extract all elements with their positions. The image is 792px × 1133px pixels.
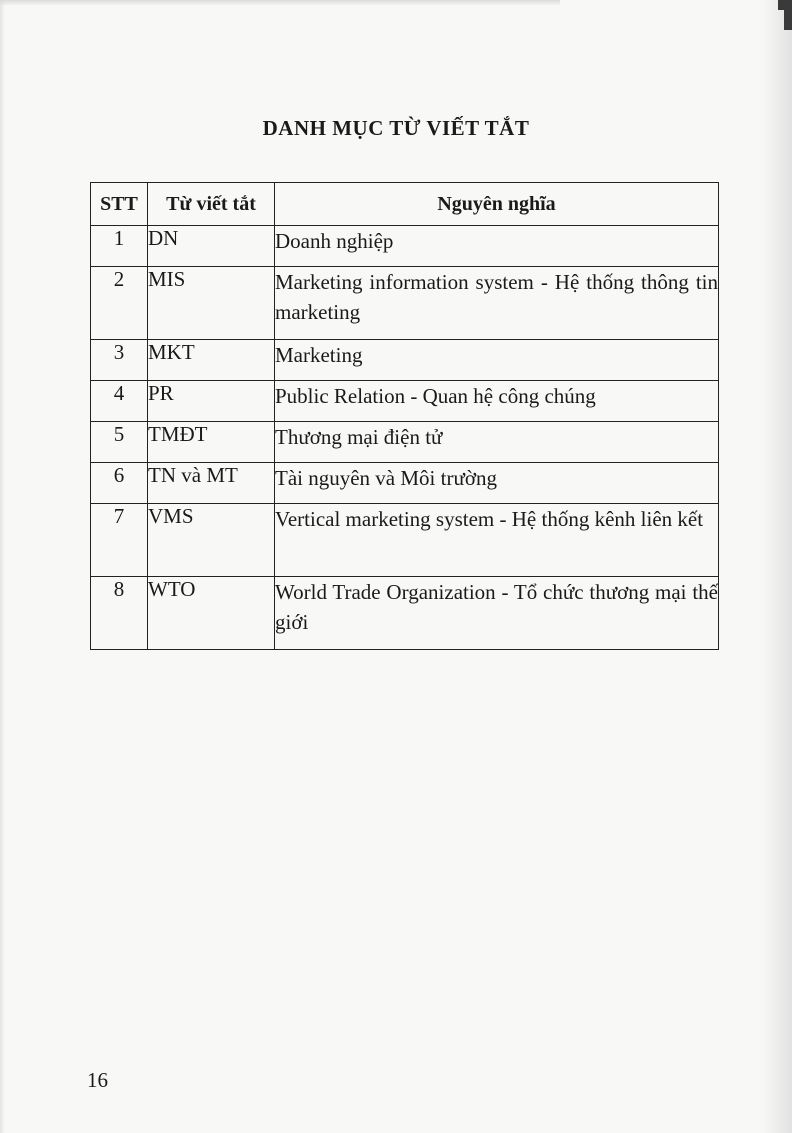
row-abbreviation: MIS [148,267,275,340]
row-stt: 1 [91,226,148,267]
row-abbreviation: TN và MT [148,463,275,504]
row-stt: 3 [91,340,148,381]
row-meaning: World Trade Organization - Tổ chức thương mại thế giới [275,577,719,650]
header-meaning: Nguyên nghĩa [275,183,719,226]
row-abbreviation: MKT [148,340,275,381]
table-row [91,504,719,577]
row-meaning: Marketing information system - Hệ thống thông tin marketing [275,267,719,340]
row-stt: 6 [91,463,148,504]
table-row [91,226,719,267]
row-abbreviation: VMS [148,504,275,577]
page-number: 16 [87,1068,108,1092]
row-abbreviation: TMĐT [148,422,275,463]
table-row [91,340,719,381]
table-header-row [91,183,719,226]
row-meaning: Thương mại điện tử [275,422,719,463]
header-stt: STT [91,183,148,226]
row-stt: 2 [91,267,148,340]
row-stt: 7 [91,504,148,577]
table-row [91,381,719,422]
row-meaning: Marketing [275,340,719,381]
scan-edge-right [762,0,792,1133]
row-stt: 5 [91,422,148,463]
header-abbreviation: Từ viết tắt [148,183,275,226]
scan-edge-left [0,0,5,1133]
page-title: DANH MỤC TỪ VIẾT TẮT [262,116,530,140]
row-stt: 8 [91,577,148,650]
table-row [91,463,719,504]
row-meaning: Vertical marketing system - Hệ thống kênh liên kết [275,504,719,577]
row-meaning: Doanh nghiệp [275,226,719,267]
scan-edge-top [0,0,560,6]
row-meaning: Tài nguyên và Môi trường [275,463,719,504]
row-abbreviation: PR [148,381,275,422]
table-row [91,267,719,340]
row-stt: 4 [91,381,148,422]
table-row [91,422,719,463]
abbreviation-table [90,182,719,650]
scan-corner-mark-top [778,0,792,10]
row-abbreviation: WTO [148,577,275,650]
row-abbreviation: DN [148,226,275,267]
table-row [91,577,719,650]
row-meaning: Public Relation - Quan hệ công chúng [275,381,719,422]
